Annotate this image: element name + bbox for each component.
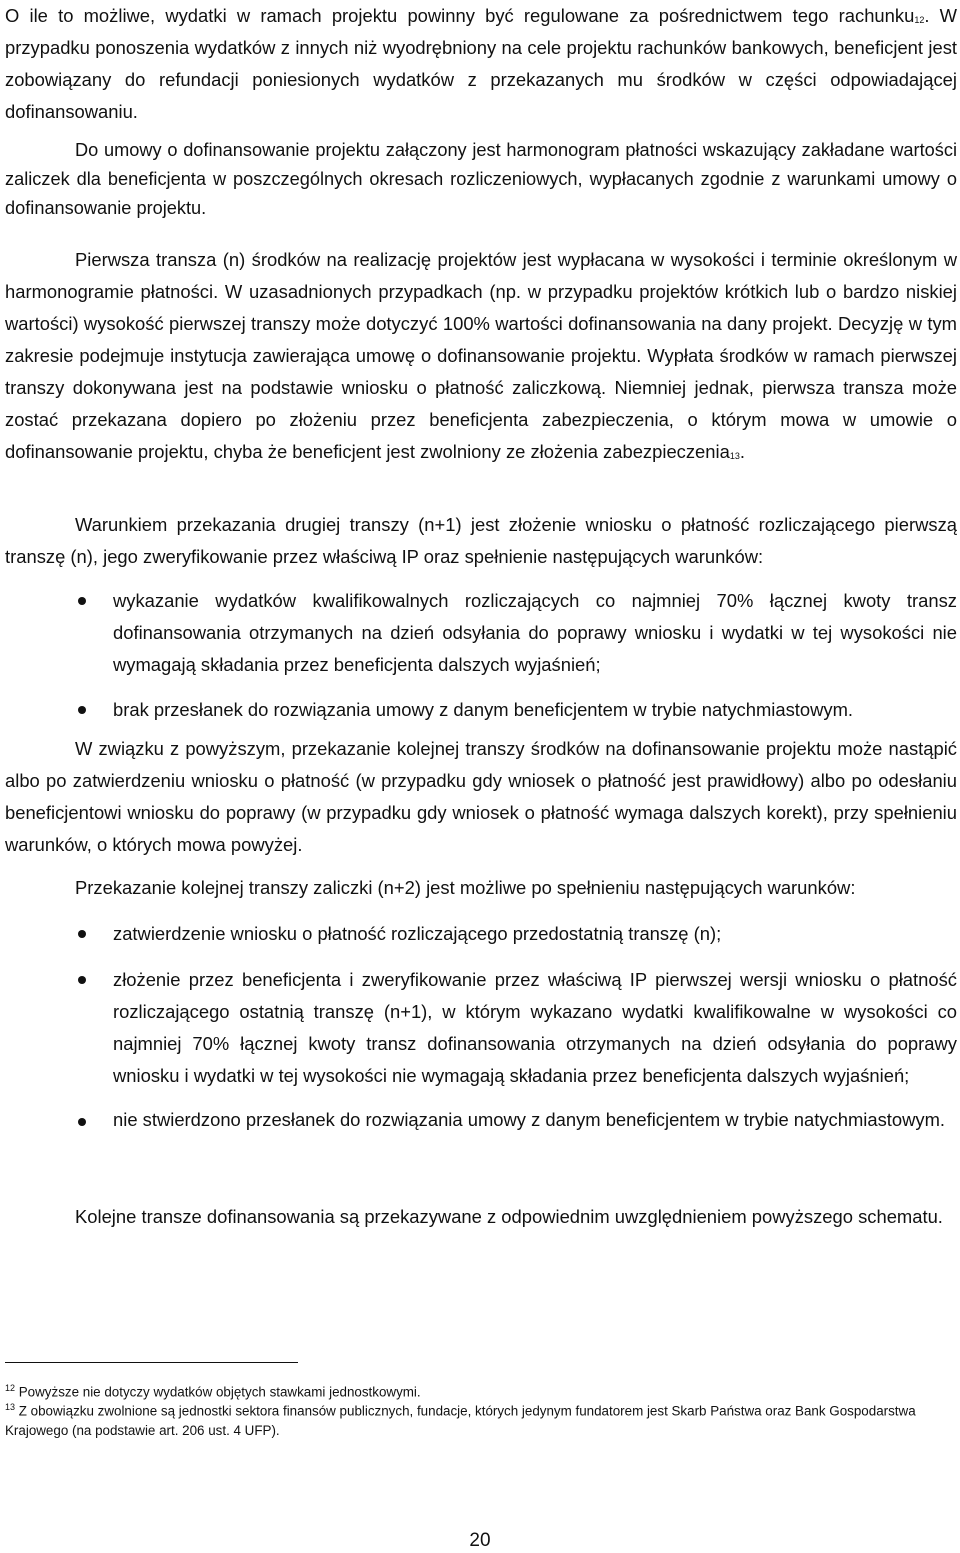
list-item-text: brak przesłanek do rozwiązania umowy z danym beneficjentem w trybie natychmiastowym. (113, 699, 854, 720)
footnote-13 (5, 1397, 945, 1441)
bullet-icon (78, 1118, 86, 1126)
paragraph-text: O ile to możliwe, wydatki w ramach projektu powinny być regulowane za pośrednictwem tego rachunku (5, 5, 915, 26)
list-item-text: nie stwierdzono przesłanek do rozwiązania umowy z danym beneficjentem w trybie natychmiastowym. (113, 1109, 946, 1130)
paragraph-text: Pierwsza transza (n) środków na realizację projektów jest wypłacana w wysokości i terminie określonym w harmonogramie płatności. W uzasadnionych przypadkach (np. w przypadku projektów krótkich lub o bardzo niskiej wartości) wysokość pierwszej transzy może dotyczyć 100% wartości dofinansowania na dany projekt. Decyzję w tym zakresie podejmuje instytucja zawierająca umowę o dofinansowanie projektu. Wypłata środków w ramach pierwszej transzy dokonywana jest na podstawie wniosku o płatność zaliczkową. Niemniej jednak, pierwsza transza może zostać przekazana dopiero po złożeniu przez beneficjenta zabezpieczenia, o którym mowa w umowie o dofinansowanie projektu, chyba że beneficjent jest zwolniony ze złożenia zabezpieczenia (5, 249, 957, 462)
footnote-number: 12 (5, 1383, 16, 1393)
conditions-list-advance-n2 (0, 918, 960, 1134)
footnote-ref-13[interactable]: 13 (729, 451, 740, 461)
list-item (0, 694, 960, 726)
bullet-icon (78, 930, 86, 938)
page-number: 20 (469, 1530, 491, 1551)
conditions-list-second-tranche (0, 585, 960, 726)
paragraph-text: . (739, 441, 745, 462)
paragraph-text: Kolejne transze dofinansowania są przekazywane z odpowiednim uwzględnieniem powyższego schematu. (75, 1206, 943, 1227)
paragraph-text: Przekazanie kolejnej transzy zaliczki (n+2) jest możliwe po spełnieniu następujących warunków: (75, 877, 856, 898)
list-item-text: zatwierdzenie wniosku o płatność rozliczającego przedostatnią transzę (n); (113, 923, 722, 944)
paragraph-payment-schedule (5, 136, 957, 223)
paragraph-text: Warunkiem przekazania drugiej transzy (n+1) jest złożenie wniosku o płatność rozliczającego pierwszą transzę (n), jego zweryfikowanie przez właściwą IP oraz spełnienie następujących warunków: (5, 514, 957, 567)
paragraph-advance-n2 (5, 872, 957, 904)
paragraph-next-tranche (5, 733, 957, 861)
list-item (0, 1106, 960, 1134)
paragraph-text: W związku z powyższym, przekazanie kolejnej transzy środków na dofinansowanie projektu może nastąpić albo po zatwierdzeniu wniosku o płatność (w przypadku gdy wniosek o płatność jest prawidłowy) albo po odesłaniu beneficjentowi wniosku do poprawy (w przypadku gdy wniosek o płatność wymaga dalszych korekt), przy spełnieniu warunków, o których mowa powyżej. (5, 738, 957, 855)
bullet-icon (78, 976, 86, 984)
paragraph-further-tranches (5, 1201, 957, 1233)
bullet-icon (78, 706, 86, 714)
list-item (0, 918, 960, 950)
bullet-icon (78, 597, 86, 605)
footnote-number: 13 (5, 1402, 16, 1412)
list-item-text: złożenie przez beneficjenta i zweryfikowanie przez właściwą IP pierwszej wersji wniosku o płatność rozliczającego ostatnią transzę (n+1), w którym wykazano wydatki kwalifikowalne w wysokości co najmniej 70% łącznej kwoty transz dofinansowania otrzymanych na dzień odsyłania do poprawy wniosku i wydatki w tej wysokości nie wymagają składania przez beneficjenta dalszych wyjaśnień; (113, 969, 957, 1086)
paragraph-text: . W przypadku ponoszenia wydatków z innych niż wyodrębniony na cele projektu rachunków bankowych, beneficjent jest zobowiązany do refundacji poniesionych wydatków z przekazanych mu środków w części odpowiadającej dofinansowaniu. (5, 5, 958, 122)
footnote-text: Powyższe nie dotyczy wydatków objętych stawkami jednostkowymi. (18, 1384, 421, 1400)
list-item-text: wykazanie wydatków kwalifikowalnych rozliczających co najmniej 70% łącznej kwoty transz dofinansowania otrzymanych na dzień odsyłania do poprawy wniosku i wydatki w tej wysokości nie wymagają składania przez beneficjenta dalszych wyjaśnień; (113, 590, 957, 675)
paragraph-first-tranche (5, 244, 957, 468)
paragraph-bank-account (5, 0, 957, 128)
footnote-ref-12[interactable]: 12 (914, 15, 925, 25)
footnote-text: Z obowiązku zwolnione są jednostki sektora finansów publicznych, fundacje, których jedynym fundatorem jest Skarb Państwa oraz Bank Gospodarstwa Krajowego (na podstawie art. 206 ust. 4 UFP). (5, 1403, 916, 1439)
paragraph-second-tranche (5, 509, 957, 573)
list-item (0, 585, 960, 681)
footnote-separator (5, 1362, 298, 1363)
paragraph-text: Do umowy o dofinansowanie projektu załączony jest harmonogram płatności wskazujący zakładane wartości zaliczek dla beneficjenta w poszczególnych okresach rozliczeniowych, wypłacanych zgodnie z warunkami umowy o dofinansowanie projektu. (5, 140, 957, 218)
list-item (0, 964, 960, 1092)
